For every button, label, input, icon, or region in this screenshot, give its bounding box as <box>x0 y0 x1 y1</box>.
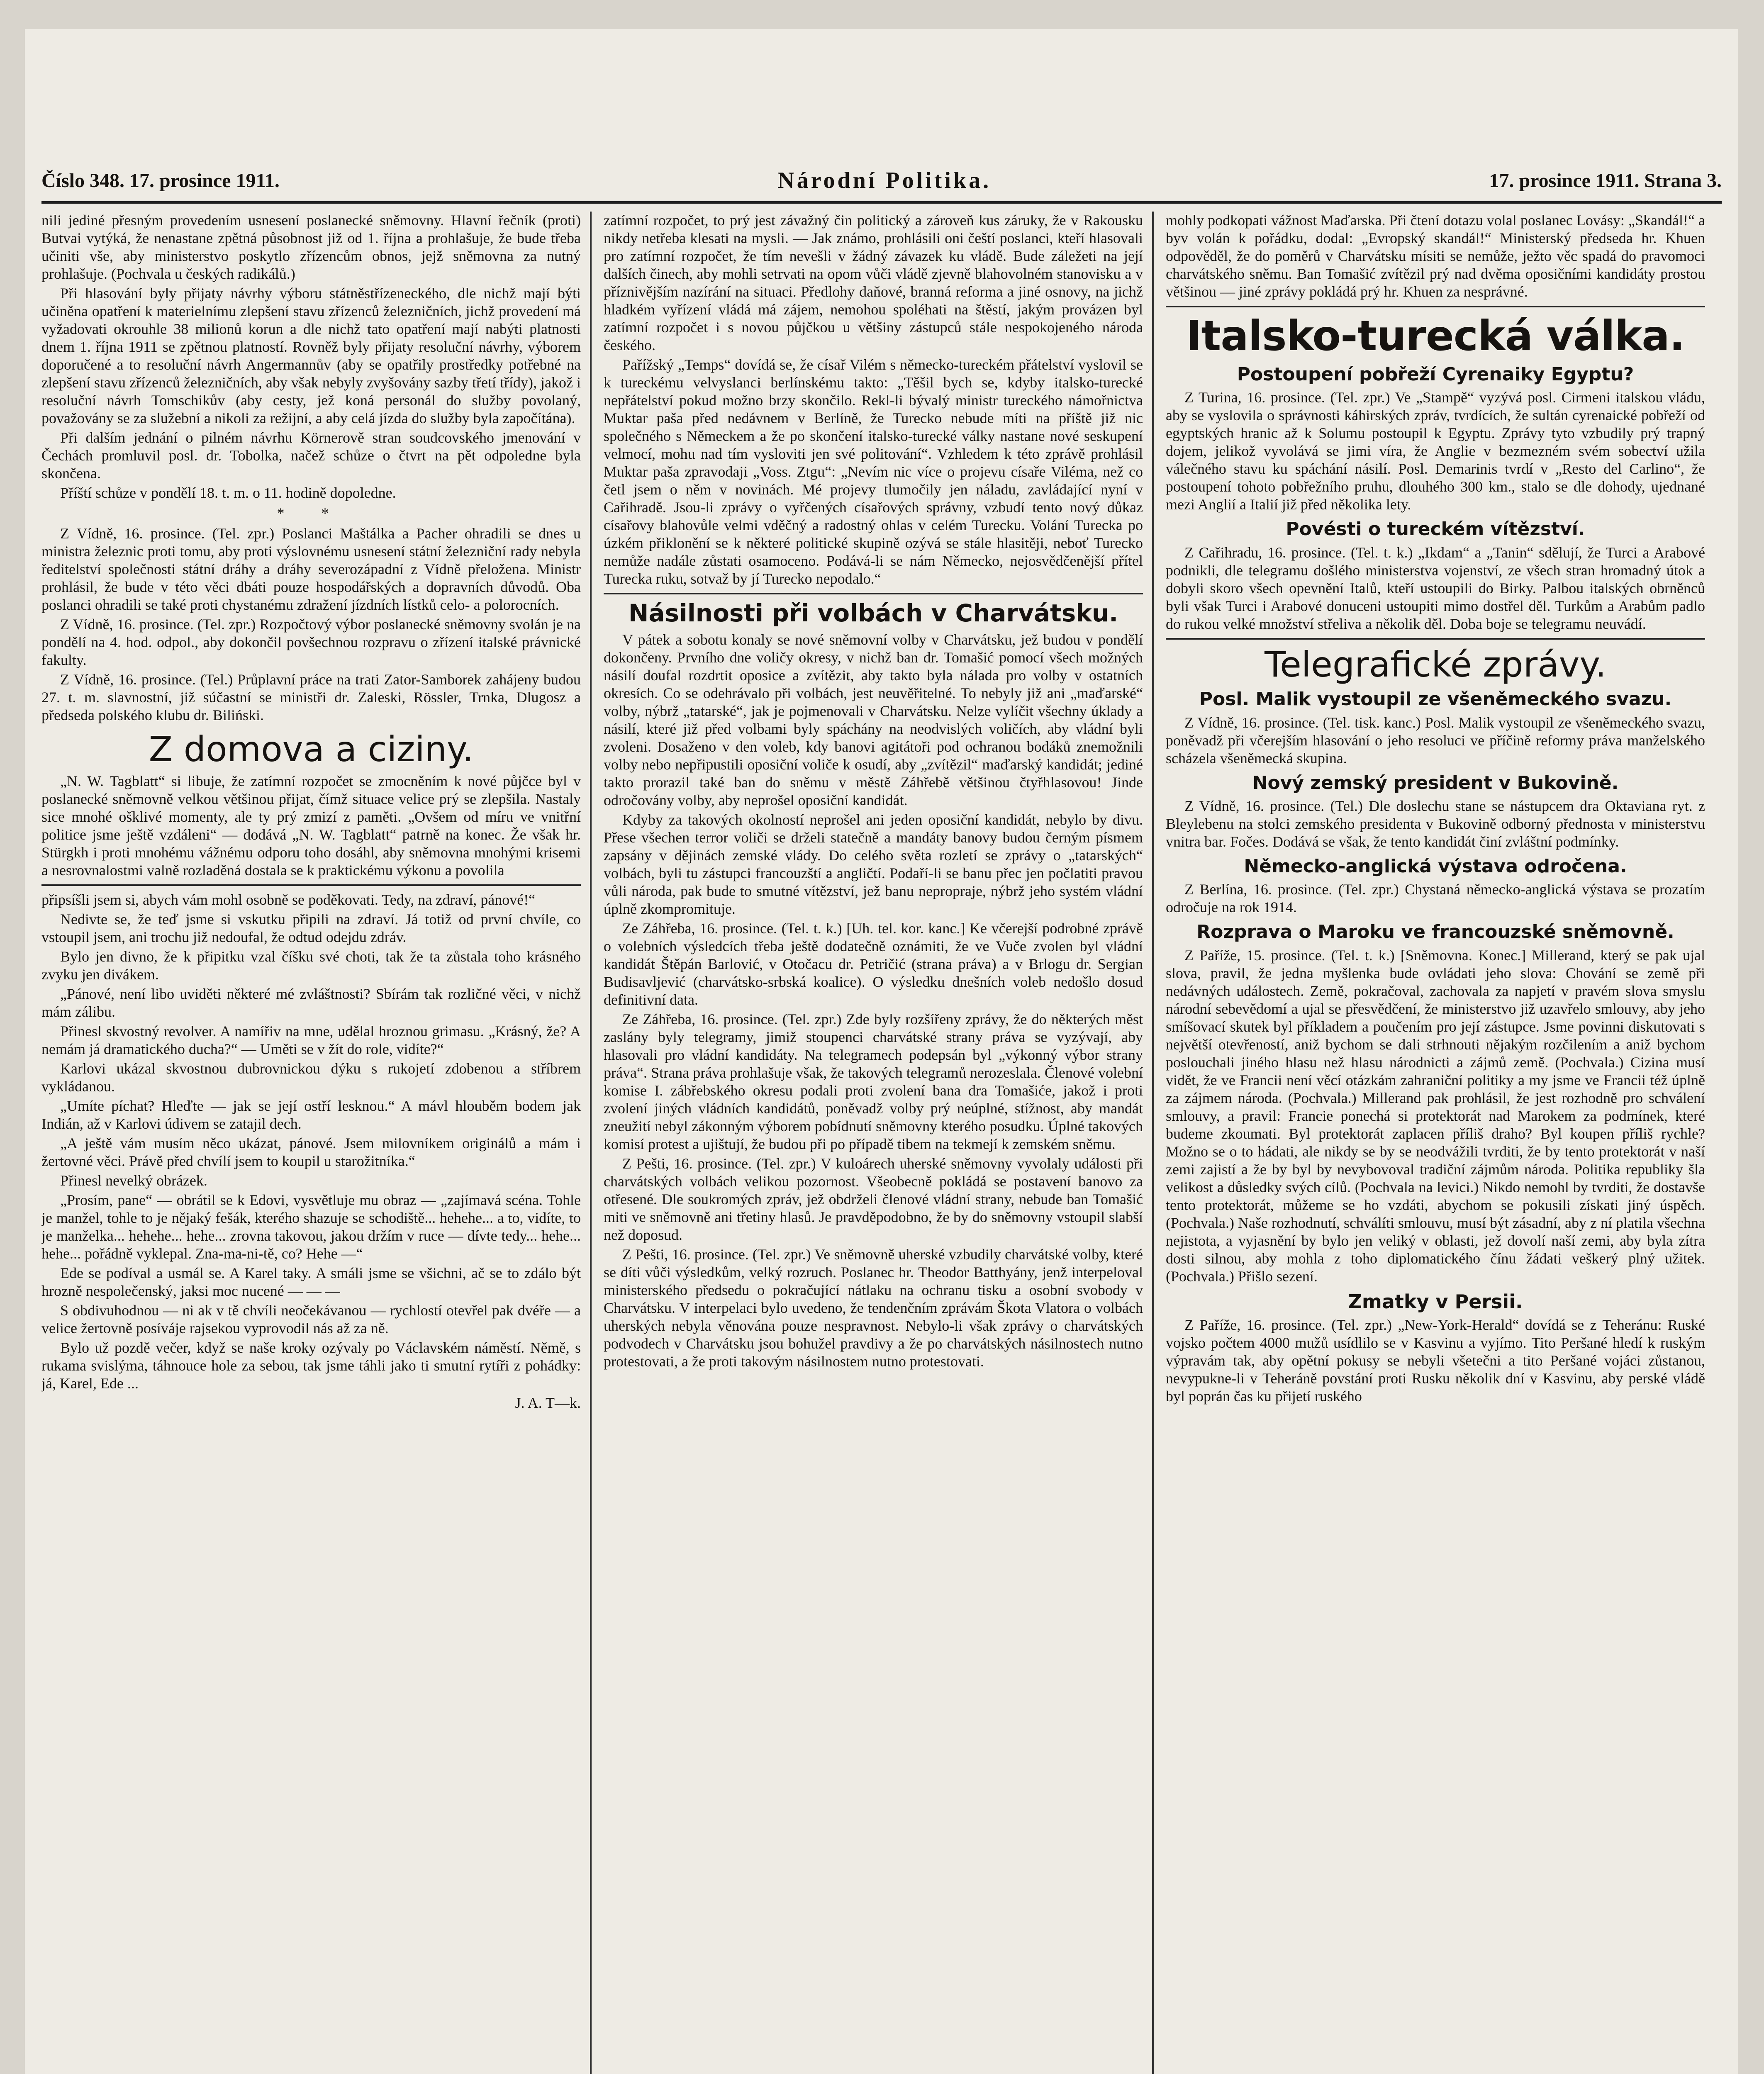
header-rule <box>41 201 1722 204</box>
section-heading: Z domova a ciziny. <box>149 729 474 769</box>
paragraph: Bylo už pozdě večer, když se naše kroky ozývaly po Václavském náměstí. Němě, s rukama svislýma, táhnouce hole za sebou, tak jsme táhli jako ti smutní rytíři z pohádky: já, Karel, Ede ... <box>41 1339 581 1392</box>
section-separator: * * <box>277 505 346 521</box>
divider <box>1166 638 1705 640</box>
date-page-number: 17. prosince 1911. Strana 3. <box>1489 169 1722 192</box>
section-heading: Zmatky v Persii. <box>1348 1290 1523 1313</box>
paragraph: Příští schůze v pondělí 18. t. m. o 11. hodině dopoledne. <box>60 484 396 501</box>
paragraph: „Prosím, pane“ — obrátil se k Edovi, vysvětluje mu obraz — „zajímavá scéna. Tohle je manžel, tohle to je nějaký fešák, kterého shazuje se schodiště... hehehe... a to, vidíte, to je manželka... hehehe... hehe... zrovna takovou, jakou držím v ruce — dívte tedy... hehe... hehe... pořádně vyklepal. Zna-ma-ni-tě, co? Hehe —“ <box>41 1192 581 1262</box>
paragraph: Z Vídně, 16. prosince. (Tel.) Dle doslechu stane se nástupcem dra Oktaviana ryt. z Bleylebenu na stolci zemského presidenta v Bukovině odborný přednosta v ministerstvu vnitra bar. Fočes. Dodává se však, že tento kandidát činí zvláštní podmínky. <box>1166 797 1705 850</box>
section-heading: Telegrafické zprávy. <box>1265 644 1606 685</box>
paragraph: Z Vídně, 16. prosince. (Tel.) Průplavní práce na trati Zator-Samborek zahájeny budou 27. t. m. slavnostní, již súčastní se ministři dr. Zaleski, Rössler, Trnka, Dlugosz a předseda polského klubu dr. Biliński. <box>41 671 581 723</box>
paragraph: Ze Záhřeba, 16. prosince. (Tel. t. k.) [Uh. tel. kor. kanc.] Ke včerejší podrobné zprávě o volebních výsledcích třeba ještě dodatečně oznámiti, že ve Vuče zvolen byl vládní kandidát Štěpán Barlović, v Otočacu dr. Petričić (strana práva) a v Brlogu dr. Sergian Budisavljević (charvátsko-srbská koalice). O výsledku dnešních voleb nedošlo dosud definitivní data. <box>604 920 1143 1008</box>
paragraph: Při hlasování byly přijaty návrhy výboru státněstřízeneckého, dle nichž mají býti učiněna opatření k materielnímu zlepšení stavu zřízenců železničních, jichž provedení má vyžadovati okrouhle 38 milionů korun a dle nichž tato opatření mají nabýti platnosti dnem 1. října 1911 se zpětnou platností. Rovněž byly přijaty resoluční návrhy, výborem doporučené a to resoluční návrh Angermannův (aby se opatřily prostředky potřebné na zlepšení stavu zřízenců železničních, aby však nebyly zvyšovány sazby třetí třídy), jakož i resoluční návrh Tomschikův (aby cesty, jež koná personál do služby povolaný, považovány se za služební a nikoli za režijní, a aby celá jízda do služby byla započítána). <box>41 285 581 426</box>
paragraph: S obdivuhodnou — ni ak v tě chvíli neočekávanou — rychlostí otevřel pak dvéře — a velice žertovně posíváje rajsekou vyprovodil nás až za ně. <box>41 1302 581 1337</box>
paragraph: Karlovi ukázal skvostnou dubrovnickou dýku s rukojetí zdobenou a stříbrem vykládanou. <box>41 1060 581 1095</box>
masthead <box>41 162 1722 199</box>
divider <box>41 884 581 886</box>
subheading: Rozprava o Maroku ve francouzské sněmovně. <box>1196 921 1674 943</box>
paragraph: Z Berlína, 16. prosince. (Tel. zpr.) Chystaná německo-anglická výstava se prozatím odročuje na rok 1914. <box>1166 881 1705 916</box>
section-heading: Násilnosti při volbách v Charvátsku. <box>628 599 1118 627</box>
paragraph: Z Pešti, 16. prosince. (Tel. zpr.) V kuloárech uherské sněmovny vyvolaly události při charvátských volbách velikou pozornost. Všeobecně pokládá se postavení banovo za otřesené. Dle soukromých zpráv, jež obdrželi členové vládní strany, nebude ban Tomašić miti ve sněmovně ani třetiny hlasů. Je pravděpodobno, že by do sněmovny vstoupil slabší než doposud. <box>604 1155 1143 1243</box>
paragraph: Z Vídně, 16. prosince. (Tel. zpr.) Poslanci Maštálka a Pacher ohradili se dnes u ministra železnic proti tomu, aby proti výslovnému usnesení státní železniční rady nebyla ředitelství společnosti státní dráhy a dráhy severozápadní z Vídně přeložena. Ministr prohlásil, že bude v této věci dbáti pouze hospodářských a dopravních důvodů. Oba poslanci ohradili se také proti chystanému zdražení jízdních lístků celo- a polorocních. <box>41 525 581 613</box>
paragraph: Kdyby za takových okolností neprošel ani jeden oposiční kandidát, nebylo by divu. Přese všechen terror voliči se drželi statečně a mandáty banovy budou černým písmem zapsány v dějinách zemské vlády. Do celého světa rozletí se zprávy o „tatarských“ volbách, byli tu zástupci francouzští a angličtí. Podaří-li se banu přec jen počlatiti pravou vůli národa, pak bude to smutné vítězství, jež banu nepropraje, nýbrž jeho systém vládní úplně zkompromituje. <box>604 811 1143 917</box>
author-signature: J. A. T—k. <box>515 1395 581 1412</box>
paragraph: Při dalším jednání o pilném návrhu Körnerově stran soudcovského jmenování v Čechách promluvil posl. dr. Tobolka, načež schůze o čtvrt na pět odpoledne byla skončena. <box>41 429 581 482</box>
subheading: Povésti o tureckém vítězství. <box>1286 518 1585 540</box>
paragraph: Z Paříže, 16. prosince. (Tel. zpr.) „New-York-Herald“ dovídá se z Teheránu: Ruské vojsko počtem 4000 mužů usídlilo se v Kasvinu a vyjímo. Tito Peršané hledí k ruským výpravám tak, aby opětní pokusy se nebyli všetečni a tito Peršané vojáci zůstanou, nevypukne-li v Teheráně povstání proti Rusku několik dní v Kasvinu, aby perské vládě byl poprán čas ku přijetí ruského <box>1166 1317 1705 1405</box>
paragraph: „N. W. Tagblatt“ si libuje, že zatímní rozpočet se zmocněním k nové půjčce byl v poslanecké sněmovně velkou většinou přijat, čímž situace velice prý se zlepšila. Nastaly sice mnohé ošklivé momenty, ale ty prý zmizí z paměti. „Ovšem od míru ve vnitřní politice jsme ještě vzdáleni“ — dodává „N. W. Tagblatt“ patrně na konec. Že však hr. Stürgkh i proti mnohému vážnému odporu toho dosáhl, aby sněmovna mnohými krisemi a nesrovnalostmi valně rozladěná dostala se k praktickému výkonu a povolila <box>41 773 581 879</box>
paragraph: Z Paříže, 15. prosince. (Tel. t. k.) [Sněmovna. Konec.] Millerand, který se pak ujal slova, pravil, že jedna myšlenka bude ovládati jeho slova: Chování se země při nedávných událostech. Země, pokračoval, zachovala za napjetí v pravém slova smyslu národní sebevědomí a ujal se přesvědčení, že ministerstvo již uzavřelo smlouvy, aby jeho smíšovací skutek byl příkladem a poučením pro její zástupce. Jsme povinni diskutovati s největší otevřeností, aniž bychom se dali strhnouti nějakým rozčilením a aniž bychom poslouchali jiného hlasu než hlasu národnicti a zájmů země. (Pochvala.) Cizina musí vidět, že ve Francii není věcí otázkám zahraniční politiky a my jsme ve Francii též úplně za zájmem národa. (Pochvala.) Millerand pak prohlásil, že jest rozhodně pro schválení smlouvy, a pravil: Francie ponechá si protektorát nad Marokem za podmínek, které budeme zkoumati. Byl protektorát zaplacen příliš draho? Byl koupen příliš rychle? Možno se o to hádati, ale nikdy se by se neodvážili tvrditi, že by tento protektorát v naší zemi zajistí a že by byl by nevybovoval tradiční zájmům národa. Politika republiky šla velikost a důsledky svých cílů. (Pochvala na levici.) Nikdo nemohl by tvrditi, že dostavše tento protektorát, můžeme se ho vzdáti, abychom se pokusili získati jiný úspěch. (Pochvala.) Naše rozhodnutí, schválíti smlouvu, musí být zásadní, aby z ní platila všechna nejistota, a vyjasnění by bylo jen veliký v oblasti, jež dovolí naší zemi, aby byla zítra dosti silnou, aby mohla z toho diplomatického čínu žádati veškerý plný užitek. (Pochvala.) Přišlo sezení. <box>1166 947 1705 1285</box>
paragraph: Nedivte se, že teď jsme si vskutku připili na zdraví. Já totiž od první chvíle, co vstoupil jsem, ani trochu již nedoufal, že odtud odejdu zdráv. <box>41 911 581 946</box>
subheading: Německo-anglická výstava odročena. <box>1244 855 1627 877</box>
column-1 <box>41 212 581 2074</box>
paragraph: „Umíte píchat? Hleďte — jak se její ostří lesknou.“ A mávl hlouběm bodem jak Indián, až v Karlovi údivem se zatajil dech. <box>41 1098 581 1132</box>
section-heading: Italsko-turecká válka. <box>1186 312 1685 360</box>
paragraph: Pařížský „Temps“ dovídá se, že císař Vilém s německo-tureckém přátelství vyslovil se k tureckému velvyslanci berlínskému takto: „Těšil bych se, kdyby italsko-turecké nepřátelství pokud možno brzy skončilo. Rekl-li bývalý ministr tureckého námořnictva Muktar paša před nedávnem v Berlíně, že Turecko nebude míti na příště již nic společného s Německem a že po skončení italsko-turecké války nastane nové seskupení velmocí, mohu nad tím vysloviti jen své politování“. Vzhledem k této zprávě prohlásil Muktar paša zpravodaji „Voss. Ztgu“: „Nevím nic více o projevu císaře Viléma, než co četl jsem o něm v novinách. Mé projevy tlumočily jen náladu, zavládající nyní v Cařihradě. Jsou-li zprávy o vyřčených císařových správny, vzbudí tento nový důkaz císařovy blahovůle velmi vděčný a radostný ohlas v celém Turecku. Volání Turecka po úzkém přiklonění se k některé politické skupině ozývá se stále hlasitěji, neboť Turecko nemůže nadále zůstati osamoceno. Podává-li se nám Německo, nejosvědčenější přítel Turecka ruku, sotvaž by jí Turecko nepodalo.“ <box>604 356 1143 587</box>
paragraph: Přinesl nevelký obrázek. <box>60 1172 207 1189</box>
paragraph: „Pánové, není libo uviděti některé mé zvláštnosti? Sbírám tak rozličné věci, v nichž mám zálibu. <box>41 986 581 1020</box>
paragraph: Ze Záhřeba, 16. prosince. (Tel. zpr.) Zde byly rozšířeny zprávy, že do některých měst zaslány byly telegramy, jimiž stoupenci charvátské strany práva se vyzývají, aby hlasovali pro vládní kandidáty. Na telegramech podepsán byl „výkonný výbor strany práva“. Strana práva prohlašuje však, že takových telegramů nerozeslala. Členové volební komise I. zábřebského okresu podali proti zvolení bana dra Tomašiće, jakož i proti zvolení jiných vládních kandidátů, poněvadž volby prý neúplné, stížnost, aby mandát zneužití nebyl zákonným výborem pobídnutí sněmovny kterého posudku. Úplné takových komisí protest a ujištují, že budou při po případě tibem na tekmejí k zemském sněmu. <box>604 1010 1143 1152</box>
subheading: Posl. Malik vystoupil ze všeněmeckého svazu. <box>1199 689 1672 710</box>
paragraph: Z Turina, 16. prosince. (Tel. zpr.) Ve „Stampě“ vyzývá posl. Cirmeni italskou vládu, aby se vyslovila o správnosti káhirských zpráv, tvrdících, že sultán cyrenaické pobřeží od egyptských hranic až k Solumu postoupil k Egyptu. Zprávy tyto vzbudily prý trapný dojem, jelikož vyvolává se jimi víra, že Anglie v bezmezném svém sobectví užila válečného stavu ku spáchání násilí. Posl. Demarinis tvrdí v „Resto del Carlino“, že postoupení tohoto pobřežního pruhu, dlouhého 300 km., stalo se dle dohody, ujednané mezi Anglií a Italií již před několika lety. <box>1166 389 1705 513</box>
column-divider <box>590 212 592 2074</box>
subheading: Postoupení pobřeží Cyrenaiky Egyptu? <box>1237 364 1634 385</box>
paragraph: nili jediné přesným provedením usnesení poslanecké sněmovny. Hlavní řečník (proti) Butvai vytýká, že nenastane zpětná působnost již od 1. října a prohlašuje, že bude třeba učiniti vše, aby ministerstvo poskytlo zřízencům obnos, jejž sněmovna za nutný prohlašuje. (Pochvala u českých radikálů.) <box>41 212 581 282</box>
newspaper-page <box>25 29 1738 2074</box>
paragraph: Z Pešti, 16. prosince. (Tel. zpr.) Ve sněmovně uherské vzbudily charvátské volby, které se díti vůči výsledkům, velký rozruch. Poslanec hr. Theodor Batthyány, jenž interpeloval ministerského předsedu o pokračující nátlaku na ochranu tisku a osobní svobody v Charvátsku. V interpelaci bylo uvedeno, že tendenčním zprávám Škota Vlatora o volbách uherských nebyla věnována pouze nespravnost. Nebylo-li však zprávy o charvátských podvodech v Charvátsku jsou bohužel pravdivy a že po charvátských násilnostech nutno protestovati, a že proti takovým násilnostem nutno protestovati. <box>604 1246 1143 1370</box>
paragraph: V pátek a sobotu konaly se nové sněmovní volby v Charvátsku, jež budou v pondělí dokončeny. Prvního dne voličy okresy, v nichž ban dr. Tomašić pomocí všech možných násilí doufal rozdrtit oposice a zvítězit, aby takto byla nálada pro volby v ostatních okresích. Co se odehrávalo při volbách, jest neuvěřitelné. To nebyly již ani „maďarské“ volby, nýbrž „tatarské“, jak je pojmenovali v Charvátsku. Nelze vylíčit všechny úklady a násilí, které již před volbami byly spáchány na neodvislých voličích, aby vládní byli zvoleni. Dosaženo v den voleb, kdy banovi agitátoři pod ochranou bodáků znemožnili volby nebo nepřipustili oposiční voliče k osudí, aby „zvítězil“ maďarský kandidát; jediné takto prorazil také ban do sněmu v městě Záhřebě většinou čtyřhlasovou! Jinde odročovány volby, aby neprošel oposiční kandidát. <box>604 631 1143 808</box>
paragraph: Z Cařihradu, 16. prosince. (Tel. t. k.) „Ikdam“ a „Tanin“ sdělují, že Turci a Arabové podnikli, dle telegramu došlého ministerstva vojenství, ze všech stran hromadný útok a dobyli skoro všech opevnění Italů, kteří ustoupili do Birky. Palbou italských obrněnců byli však Turci i Arabové donuceni ustoupiti mimo dostřel děl. Turkům a Arabům padlo do rukou velké množství střeliva a několik děl. Doba boje se telegramu neuvádí. <box>1166 544 1705 632</box>
paragraph: Z Vídně, 16. prosince. (Tel. tisk. kanc.) Posl. Malik vystoupil ze všeněmeckého svazu, poněvadž při včerejším hlasování o jeho resoluci ve příčině reformy práva manželského scházela všeněmecká skupina. <box>1166 714 1705 767</box>
column-divider <box>1152 212 1154 2074</box>
subheading: Nový zemský president v Bukovině. <box>1252 772 1619 794</box>
paragraph: Bylo jen divno, že k připitku vzal číšku své choti, tak že ta zůstala toho krásného zvyku jen divákem. <box>41 948 581 983</box>
issue-number-date: Číslo 348. 17. prosince 1911. <box>41 169 280 192</box>
divider <box>604 593 1143 594</box>
newspaper-title: Národní Politika. <box>777 168 992 193</box>
paragraph: „A ještě vám musím něco ukázat, pánové. Jsem milovníkem originálů a mám i žertovné věci. Právě před chvílí jsem to koupil u starožitníka.“ <box>41 1135 581 1170</box>
paragraph: zatímní rozpočet, to prý jest závažný čin politický a zároveň kus záruky, že v Rakousku nikdy netřeba klesati na mysli. — Jak známo, prohlásili oni čeští poslanci, kteří hlasovali pro zatímní rozpočet, že tím nevešli v žádný závazek ku vládě. Bude záležeti na její dalších činech, aby mohli setrvati na opom vůči vládě zjevně blahovolném stanovisku a v příznivějším nazírání na situaci. Předlohy daňové, branná reforma a jiné osnovy, na jichž hladkém vyřízení vládá má zájem, nemohou spoléhati na štěstí, jakým provázen byl zatímní rozpočet i s novou půjčkou u většiny zástupců stále nespokojeného národa českého. <box>604 212 1143 353</box>
paragraph: Ede se podíval a usmál se. A Karel taky. A smáli jsme se všichni, ač se to zdálo být hrozně nespolečenský, jaksi moc nucené — — — <box>41 1265 581 1300</box>
column-2 <box>604 212 1143 2074</box>
paragraph: Z Vídně, 16. prosince. (Tel. zpr.) Rozpočtový výbor poslanecké sněmovny svolán je na pondělí na 4. hod. odpol., aby dokončil povšechnou rozpravu o zřízení italské právnické fakulty. <box>41 616 581 668</box>
paragraph: mohly podkopati vážnost Maďarska. Při čtení dotazu volal poslanec Lovásy: „Skandál!“ a byv volán k pořádku, dodal: „Evropský skandál!“ Ministerský předseda hr. Khuen odpověděl, že do poměrů v Charvátsku mísiti se nemůže, ježto věc spadá do pravomoci charvátského sněmu. Ban Tomašić zvítězil prý nad dvěma oposičními kandidáty prostou většinou — jiné zprávy pokládá prý hr. Khuen za nesprávné. <box>1166 212 1705 300</box>
column-3 <box>1166 212 1705 2074</box>
divider <box>1166 306 1705 307</box>
paragraph: připsíšli jsem si, abych vám mohl osobně se poděkovati. Tedy, na zdraví, pánové!“ <box>41 891 536 908</box>
paragraph: Přinesl skvostný revolver. A namířiv na mne, udělal hroznou grimasu. „Krásný, že? A nemám já dramatického ducha?“ — Uměti se v žít do role, vidíte?“ <box>41 1023 581 1058</box>
